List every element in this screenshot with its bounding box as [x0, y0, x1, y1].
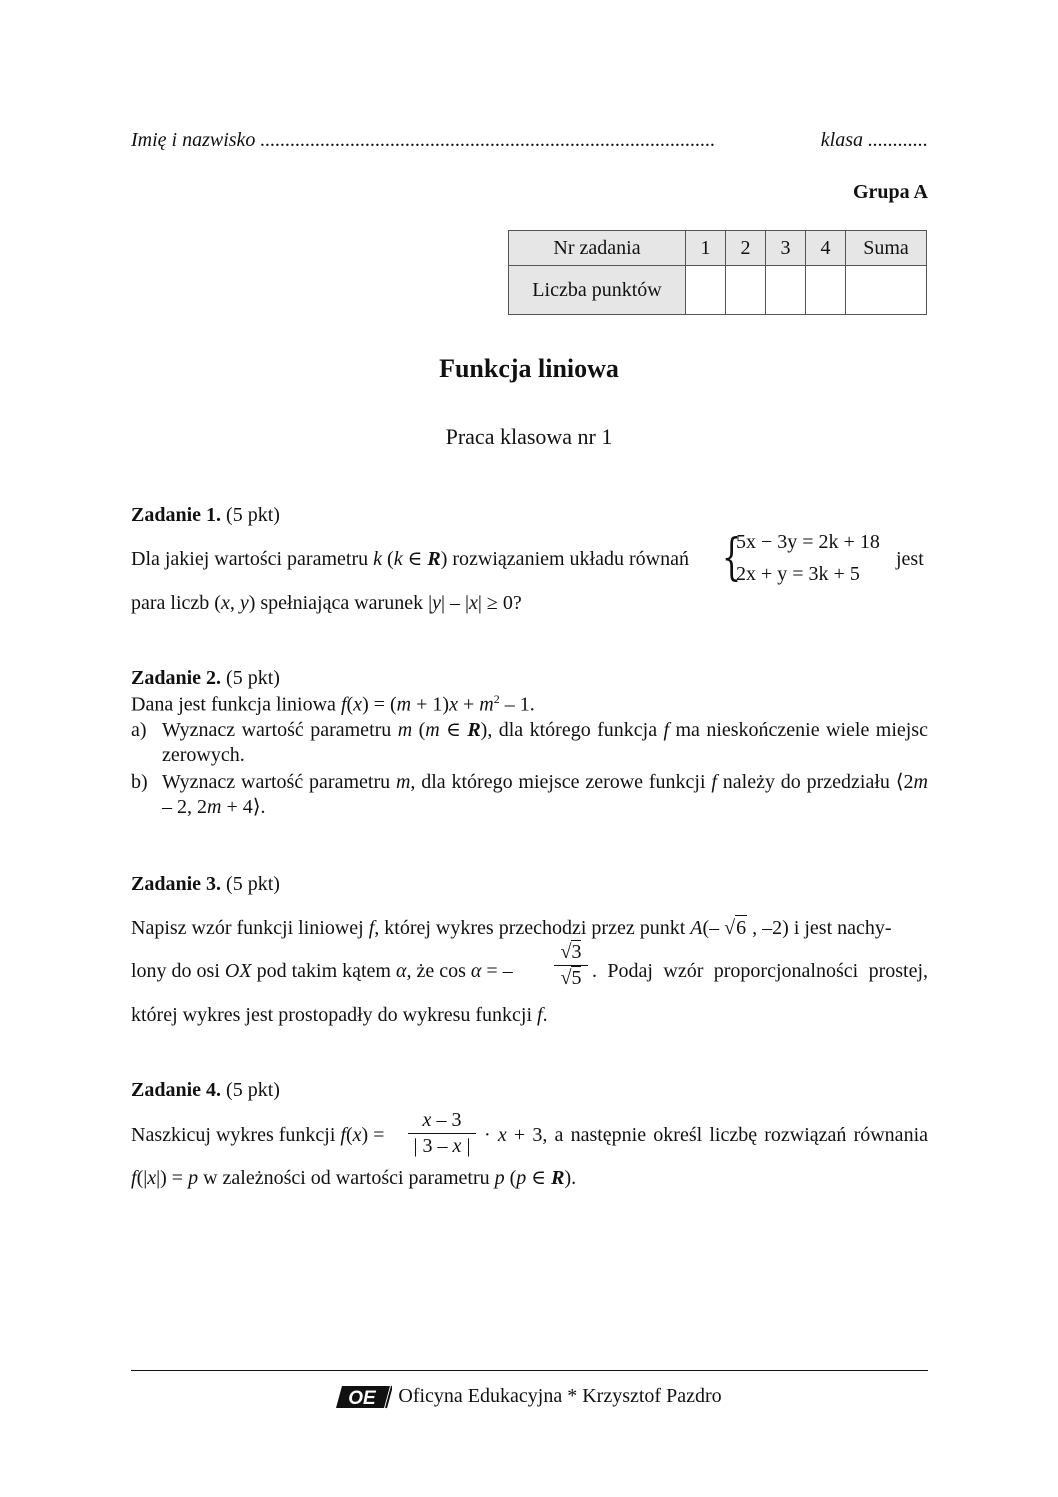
- task-3-label: Zadanie 3.: [131, 873, 222, 895]
- task-2-label: Zadanie 2.: [131, 667, 222, 689]
- task-4-text-line2: f(|x|) = p w zależności od wartości parametru p (p ∈ R).: [131, 1167, 577, 1189]
- task-4-heading: [131, 1078, 928, 1103]
- score-header-label: Nr zadania: [509, 231, 686, 266]
- points-row-label: Liczba punktów: [509, 266, 686, 315]
- task-1-heading: [131, 503, 928, 528]
- page-subtitle: Praca klasowa nr 1: [445, 424, 613, 449]
- task-4-text-line1b: · x + 3, a następnie określ liczbę rozwiązań równania: [484, 1124, 928, 1146]
- task-2-points: (5 pkt): [226, 667, 280, 689]
- score-col-3: 3: [766, 231, 806, 266]
- footer: [0, 1384, 1058, 1410]
- sqrt-6: √6: [724, 917, 747, 939]
- system-eq-1: 5x − 3y = 2k + 18: [736, 531, 880, 553]
- task-2-heading: [131, 666, 928, 691]
- system-brace: {: [722, 528, 742, 586]
- page-title: Funkcja liniowa: [439, 354, 619, 383]
- task-1-points: (5 pkt): [226, 504, 280, 526]
- score-col-2: 2: [726, 231, 766, 266]
- group-label: Grupa A: [852, 181, 928, 203]
- task-4-text-line1a: Naszkicuj wykres funkcji f(x) =: [131, 1124, 385, 1146]
- score-col-1: 1: [686, 231, 726, 266]
- task-1-text-line1: Dla jakiej wartości parametru k (k ∈ R) rozwiązaniem układu równań: [131, 548, 689, 570]
- publisher-name: Oficyna Edukacyjna * Krzysztof Pazdro: [398, 1385, 722, 1407]
- footer-divider: [131, 1370, 928, 1371]
- points-cell: [846, 266, 927, 315]
- task-2-intro: Dana jest funkcja liniowa $f(x) = (m + 1)x + m^2 - 1$.: [131, 692, 535, 716]
- fraction-x3-abs3x: x – 3 | 3 – x |: [408, 1108, 476, 1159]
- system-eq-2: 2x + y = 3k + 5: [736, 563, 860, 585]
- task-2-a-marker: a): [131, 719, 147, 741]
- task-1-label: Zadanie 1.: [131, 504, 222, 526]
- task-3-text-line2a: lony do osi OX pod takim kątem α, że cos α = –: [131, 960, 513, 982]
- class-field-label: klasa ............: [820, 129, 928, 151]
- task-3-text-line2b: . Podaj wzór proporcjonalności prostej,: [592, 960, 928, 982]
- name-field-label: Imię i nazwisko ...........................................................................................: [131, 129, 716, 151]
- fraction-sqrt3-sqrt5: √3 √5: [554, 940, 588, 991]
- task-1-text-line2: para liczb (x, y) spełniająca warunek |y| – |x| ≥ 0?: [131, 592, 522, 614]
- publisher-logo-icon: [336, 1384, 392, 1410]
- task-1-text-jest: jest: [896, 548, 924, 570]
- task-2-b-marker: b): [131, 771, 148, 793]
- logo-text: OE: [348, 1388, 377, 1410]
- points-cell: [806, 266, 846, 315]
- task-1-equation-system: [722, 530, 902, 592]
- points-cell: [686, 266, 726, 315]
- task-3-text-line3: której wykres jest prostopadły do wykresu funkcji f.: [131, 1004, 548, 1026]
- task-3-points: (5 pkt): [226, 873, 280, 895]
- score-col-4: 4: [806, 231, 846, 266]
- points-cell: [766, 266, 806, 315]
- task-2-b-text: Wyznacz wartość parametru m, dla którego miejsce zerowe funkcji f należy do przedziału ⟨2m – 2, 2m + 4⟩.: [162, 771, 928, 818]
- task-3-heading: [131, 872, 928, 897]
- points-cell: [726, 266, 766, 315]
- score-col-sum: Suma: [846, 231, 927, 266]
- task-2-a-text: Wyznacz wartość parametru m (m ∈ R), dla którego funkcja f ma nieskończenie wiele miejsc zerowych.: [162, 719, 928, 766]
- score-table: [508, 230, 927, 315]
- task-4-label: Zadanie 4.: [131, 1079, 222, 1101]
- task-3-text-line1: Napisz wzór funkcji liniowej f, której wykres przechodzi przez punkt A(– √6 , –2) i jest nachy-: [131, 917, 892, 939]
- name-class-line: [131, 128, 928, 153]
- task-4-points: (5 pkt): [226, 1079, 280, 1101]
